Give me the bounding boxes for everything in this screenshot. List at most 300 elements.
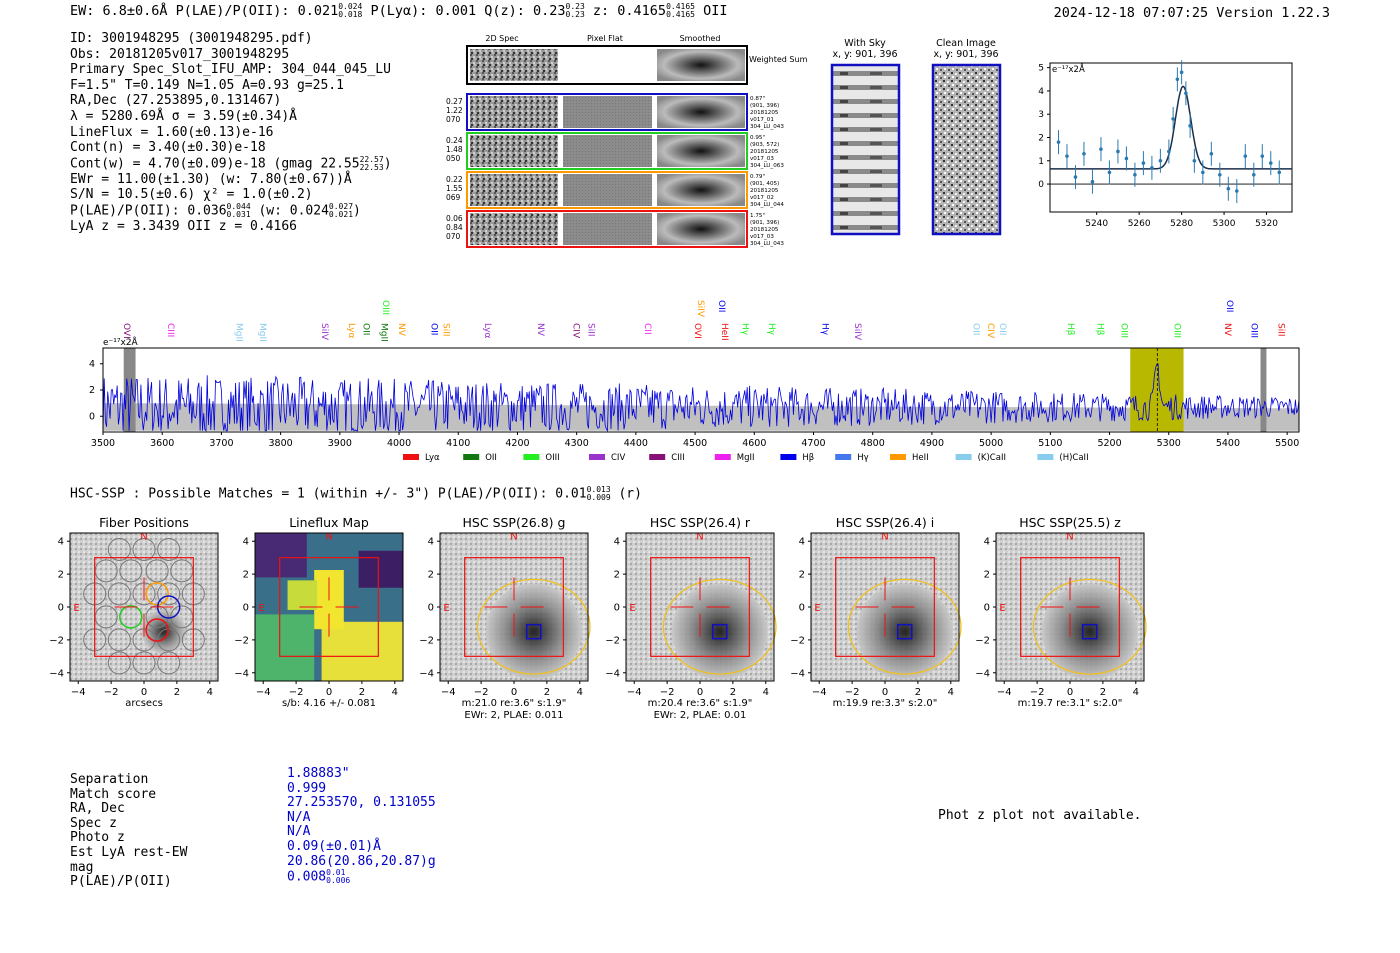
header-summary: EW: 6.8±0.6Å P(LAE)/P(OII): 0.021 0.024 0.018 P(Lyα): 0.001 Q(z): 0.23 0.23 0.23 z: 0.4165 0.4165 0.4165 OII [70, 2, 728, 19]
panel-xtick-label: 2 [358, 687, 366, 698]
zoom-data-point [1277, 171, 1281, 175]
legend-label: Hγ [857, 453, 869, 463]
east-label: E [73, 603, 80, 614]
image-background [70, 533, 218, 681]
cutout-left-label: 0.06 [446, 214, 463, 223]
panel-xtick-label: −2 [103, 687, 119, 698]
spectrum-line-label: CIII [165, 323, 176, 338]
col-label-pixelflat: Pixel Flat [587, 34, 623, 43]
clean-image-title: Clean Image x, y: 901, 396 [933, 38, 999, 60]
panel-xtick-label: −4 [70, 687, 86, 698]
spectrum-line-label: SiIV [695, 300, 706, 318]
north-label: N [696, 531, 704, 543]
panel-xtick-label: 0 [510, 687, 518, 698]
cutout-left-label: 0.22 [446, 175, 463, 184]
east-label: E [999, 603, 1006, 614]
panel-ytick-label: −2 [234, 635, 249, 647]
legend-label: MgII [736, 453, 755, 463]
cutout-left-label: 070 [446, 115, 461, 124]
summary-keys: Separation Match score RA, Dec Spec z Photo z Est LyA rest-EW mag P(LAE)/P(OII) [70, 772, 188, 890]
zoom-data-point [1091, 180, 1095, 184]
spectrum-xtick-label: 4400 [623, 438, 648, 449]
cutout-2dspec [470, 213, 558, 245]
spectrum-line-label: CIV [570, 323, 581, 339]
spectrum-ytick-label: 4 [88, 358, 95, 370]
image-panel [419, 515, 590, 721]
info-id: ID: 3001948295 (3001948295.pdf) [70, 31, 313, 46]
lineflux-patch [322, 622, 403, 681]
spectrum-xtick-label: 5100 [1038, 438, 1063, 449]
cutout-right-label: 1.75" [750, 213, 766, 219]
info-radec: RA,Dec (27.253895,0.131467) [70, 93, 282, 109]
legend-label: HeII [912, 453, 929, 463]
panel-xtick-label: 4 [762, 687, 769, 698]
detection-info [70, 31, 392, 235]
panel-xtick-label: −4 [440, 687, 456, 698]
panel-ytick-label: 0 [57, 602, 64, 614]
panel-title: Lineflux Map [289, 515, 369, 530]
cutout-right-label: 20181205 [750, 149, 779, 155]
spectrum-line-label: OII [715, 300, 726, 313]
zoom-ytick-label: 3 [1038, 110, 1044, 121]
panel-ytick-label: 2 [427, 569, 434, 581]
lineflux-patch [288, 580, 318, 610]
spectrum-xtick-label: 4900 [919, 438, 945, 449]
cutout-2dspec [470, 174, 558, 206]
panel-title: HSC SSP(26.4) r [649, 515, 751, 530]
spectrum-line-label: NV [535, 323, 546, 336]
with-sky-image [832, 65, 899, 234]
cutout-right-label: (901, 396) [750, 220, 780, 226]
panel-xtick-label: 0 [140, 687, 148, 698]
panel-xlabel: m:20.4 re:3.6" s:1.9" [647, 698, 753, 709]
spectrum-xtick-label: 4000 [386, 438, 412, 449]
panel-xtick-label: 2 [543, 687, 551, 698]
zoom-data-point [1235, 189, 1239, 193]
panel-xlabel: m:19.7 re:3.1" s:2.0" [1017, 698, 1123, 709]
panel-ytick-label: −2 [419, 635, 434, 647]
spectrum-line-label: Hγ [739, 323, 750, 336]
panel-ytick-label: 2 [613, 569, 620, 581]
panel-ytick-label: 0 [613, 602, 620, 614]
spectrum-line-label: CIV [985, 323, 996, 339]
cutout-left-label: 0.84 [446, 223, 463, 232]
spectrum-xtick-label: 3700 [209, 438, 234, 449]
zoom-data-point [1116, 150, 1120, 154]
cutout-smoothed [657, 96, 745, 128]
spectrum-line-label: Lyα [481, 323, 492, 339]
spectrum-line-label: OVI [120, 323, 131, 339]
panel-ytick-label: −4 [234, 668, 249, 680]
zoom-data-point [1269, 161, 1273, 165]
cutout-2dspec [470, 135, 558, 167]
cutout-pixelflat [563, 135, 652, 167]
legend-swatch [780, 454, 796, 460]
cutout-right-label: (901, 405) [750, 181, 780, 187]
legend-swatch [403, 454, 419, 460]
spectrum-line-label: CII [641, 323, 652, 335]
summary-values: 1.88883" 0.999 27.253570, 0.131055 N/A N/A 0.09(±0.01)Å 20.86(20.86,20.87)g 0.008 0.01 0.006 [287, 766, 436, 886]
cutout-right-label: 304_LU_044 [750, 202, 784, 208]
legend-swatch [715, 454, 731, 460]
zoom-data-point [1193, 159, 1197, 163]
zoom-data-point [1074, 175, 1078, 179]
info-fparams: F=1.5" T=0.149 N=1.05 A=0.93 g=25.1 [70, 77, 344, 93]
image-panel [234, 515, 403, 709]
panel-sublabel: EWr: 2, PLAE: 0.01 [653, 710, 747, 721]
spectrum-xtick-label: 4600 [742, 438, 767, 449]
spectrum-xtick-label: 4500 [682, 438, 708, 449]
info-lambda: λ = 5280.69Å σ = 3.59(±0.34)Å [70, 108, 297, 124]
panel-ytick-label: −4 [790, 668, 805, 680]
zoom-data-point [1099, 147, 1103, 151]
info-lineflux: LineFlux = 1.60(±0.13)e-16 [70, 124, 274, 140]
spectrum-xtick-label: 3600 [150, 438, 175, 449]
spectrum-line-label: OVI [692, 323, 703, 339]
zoom-data-point [1188, 124, 1192, 128]
spectrum-cutouts [440, 30, 808, 260]
spectrum-line-label: SiIV [852, 323, 862, 341]
zoom-data-point [1171, 117, 1175, 121]
legend-swatch [463, 454, 479, 460]
zoom-data-point [1243, 154, 1247, 158]
spectrum-line-label: OII [1223, 300, 1234, 313]
spectrum-xtick-label: 4100 [446, 438, 471, 449]
panel-xtick-label: −4 [255, 687, 271, 698]
legend-label: Lyα [425, 453, 440, 463]
spectrum-line-label: MgII [233, 323, 244, 342]
east-label: E [814, 603, 821, 614]
panel-ytick-label: 4 [57, 536, 64, 548]
east-label: E [258, 603, 265, 614]
panel-xtick-label: −2 [659, 687, 675, 698]
cutout-smoothed [657, 174, 745, 206]
cutout-right-label: (903, 572) [750, 142, 780, 148]
panel-xtick-label: −2 [1029, 687, 1045, 698]
spectrum-xtick-label: 3900 [327, 438, 352, 449]
spectrum-line-label: Hγ [819, 323, 830, 336]
cutout-right-label: 20181205 [750, 227, 779, 233]
zoom-data-point [1057, 140, 1061, 144]
zoom-data-point [1176, 77, 1180, 81]
legend-swatch [956, 454, 972, 460]
hsc-match-summary: HSC-SSP : Possible Matches = 1 (within +/- 3") P(LAE)/P(OII): 0.01 0.013 0.009 (r) [70, 485, 642, 502]
lineflux-patch [255, 614, 314, 681]
zoom-data-point [1159, 159, 1163, 163]
sky-images [830, 63, 1005, 238]
panel-ytick-label: −4 [605, 668, 620, 680]
cutout-right-label: 20181205 [750, 110, 779, 116]
info-contn: Cont(n) = 3.40(±0.30)e-18 [70, 140, 266, 156]
zoom-ytick-label: 1 [1038, 156, 1044, 167]
cutout-right-label: v017_02 [750, 195, 774, 201]
cutout-2dspec [470, 96, 558, 128]
zoom-axes-frame [1050, 63, 1292, 212]
cutout-right-label: v017_03 [750, 156, 774, 162]
panel-title: Fiber Positions [99, 515, 189, 530]
zoom-xtick-label: 5300 [1212, 219, 1236, 229]
zoom-data-point [1133, 173, 1137, 177]
panel-xtick-label: −2 [473, 687, 489, 698]
panel-xtick-label: −2 [844, 687, 860, 698]
spectrum-ylabel: e⁻¹⁷x2Å [103, 338, 138, 348]
east-label: E [629, 603, 636, 614]
spectrum-xtick-label: 4200 [505, 438, 530, 449]
legend-swatch [890, 454, 906, 460]
cutout-smoothed [657, 135, 745, 167]
legend-label: CIII [671, 453, 685, 463]
panel-ytick-label: −2 [605, 635, 620, 647]
info-sn: S/N = 10.5(±0.6) χ² = 1.0(±0.2) [70, 187, 313, 203]
north-label: N [881, 531, 889, 543]
panel-ytick-label: 0 [798, 602, 805, 614]
east-label: E [443, 603, 450, 614]
spectrum-line-label: OII [360, 323, 371, 336]
spectrum-line-label: Hβ [1094, 323, 1105, 336]
panel-ytick-label: 4 [613, 536, 620, 548]
spectrum-line-label: OII [997, 323, 1007, 336]
panel-xtick-label: 4 [1132, 687, 1139, 698]
spectrum-line-label: OIII [1118, 323, 1129, 339]
panel-title: HSC SSP(26.4) i [835, 515, 935, 530]
weighted-smoothed [657, 49, 745, 81]
panel-xlabel: m:19.9 re:3.3" s:2.0" [832, 698, 938, 709]
spectrum-line-label: NV [396, 323, 407, 336]
info-lya: LyA z = 3.3439 OII z = 0.4166 [70, 219, 297, 235]
spectrum-line-label: SiII [585, 323, 596, 337]
panel-ytick-label: −2 [49, 635, 64, 647]
panel-xtick-label: 2 [914, 687, 922, 698]
panel-xtick-label: 0 [696, 687, 704, 698]
cutout-right-label: 304_LU_043 [750, 241, 784, 247]
panel-ytick-label: 2 [983, 569, 990, 581]
cutout-right-label: 0.79" [750, 174, 766, 180]
image-panel [975, 515, 1146, 709]
zoom-ytick-label: 2 [1038, 133, 1044, 144]
zoom-ytick-label: 5 [1038, 63, 1044, 74]
spectrum-line-label: Hβ [1065, 323, 1076, 336]
spectrum-line-label: HeII [718, 323, 729, 341]
spectrum-line-label: OII [970, 323, 981, 336]
info-ewr: EWr = 11.00(±1.30) (w: 7.80(±0.67))Å [70, 171, 352, 187]
zoom-data-point [1260, 154, 1264, 158]
cutout-right-label: (901, 396) [750, 103, 780, 109]
panel-ytick-label: −2 [790, 635, 805, 647]
panel-xlabel: s/b: 4.16 +/- 0.081 [281, 698, 377, 709]
panel-sublabel: EWr: 2, PLAE: 0.011 [464, 710, 564, 721]
zoom-line-chart [1020, 55, 1310, 235]
cutout-left-label: 0.24 [446, 136, 463, 145]
spectrum-line-label: SiII [1275, 323, 1286, 337]
spectrum-xtick-label: 5200 [1097, 438, 1122, 449]
spectrum-line-label: OIII [1171, 323, 1182, 339]
zoom-xtick-label: 5240 [1085, 219, 1109, 229]
photz-note: Phot z plot not available. [938, 808, 1142, 823]
spectrum-line-label: OIII [380, 300, 391, 316]
panel-ytick-label: −2 [975, 635, 990, 647]
spectrum-line-label: SiIV [319, 323, 330, 341]
cutout-pixelflat [563, 213, 652, 245]
image-panel [49, 515, 218, 709]
spectrum-xtick-label: 3500 [90, 438, 116, 449]
info-primary: Primary Spec_Slot_IFU_AMP: 304_044_045_LU [70, 62, 391, 78]
spectrum-line-label: OII [428, 323, 439, 336]
col-label-2dspec: 2D Spec [485, 34, 519, 43]
panel-xtick-label: 4 [947, 687, 954, 698]
panel-ytick-label: 4 [242, 536, 249, 548]
zoom-xtick-label: 5260 [1127, 219, 1151, 229]
spectrum-xtick-label: 5500 [1275, 438, 1300, 449]
panel-xtick-label: 2 [1099, 687, 1107, 698]
zoom-data-point [1108, 171, 1112, 175]
cutout-right-label: 0.87" [750, 96, 766, 102]
legend-swatch [589, 454, 605, 460]
panel-ytick-label: 4 [983, 536, 990, 548]
legend-label: OII [485, 453, 497, 463]
info-contw: Cont(w) = 4.70(±0.09)e-18 (gmag 22.55 22.57 22.53 ) [70, 154, 392, 172]
weighted-2dspec [470, 49, 558, 81]
spectrum-xtick-label: 5300 [1156, 438, 1181, 449]
zoom-data-point [1082, 152, 1086, 156]
cutout-right-label: v017_03 [750, 234, 774, 240]
legend-swatch [649, 454, 665, 460]
legend-label: Hβ [802, 453, 815, 463]
lineflux-patch [255, 533, 307, 577]
zoom-data-point [1150, 166, 1154, 170]
legend-label: OIII [545, 453, 560, 463]
spectrum-line-label: MgII [256, 323, 267, 342]
image-panel [790, 515, 961, 709]
spectrum-ytick-label: 2 [88, 385, 95, 396]
spectrum-line-label: NV [1222, 323, 1232, 336]
clean-image [933, 65, 1000, 234]
zoom-ytick-label: 0 [1038, 180, 1044, 191]
cutout-pixelflat [563, 96, 652, 128]
legend-swatch [1037, 454, 1053, 460]
zoom-data-point [1180, 71, 1184, 75]
zoom-data-point [1125, 157, 1129, 161]
cutout-left-label: 1.55 [446, 184, 463, 193]
spectrum-xtick-label: 4300 [564, 438, 589, 449]
cutout-right-label: 304_LU_043 [750, 124, 784, 130]
panel-ytick-label: 4 [798, 536, 805, 548]
zoom-fit-curve [1050, 86, 1292, 168]
cutout-left-label: 069 [446, 193, 461, 202]
panel-xtick-label: 2 [173, 687, 181, 698]
panel-xtick-label: 0 [881, 687, 889, 698]
col-label-smoothed: Smoothed [679, 34, 721, 43]
zoom-data-point [1167, 150, 1171, 154]
header-datetime: 2024-12-18 07:07:25 Version 1.22.3 [1053, 5, 1330, 21]
panel-title: HSC SSP(25.5) z [1019, 515, 1121, 530]
zoom-data-point [1218, 173, 1222, 177]
panel-xlabel: arcsecs [125, 698, 163, 709]
zoom-data-point [1227, 187, 1231, 191]
panel-ytick-label: 0 [983, 602, 990, 614]
spectrum-line-label: Lyα [345, 323, 356, 339]
legend-swatch [523, 454, 539, 460]
cutout-left-label: 1.48 [446, 145, 463, 154]
zoom-data-point [1210, 152, 1214, 156]
cutout-right-label: 0.95" [750, 135, 766, 141]
info-obs: Obs: 20181205v017_3001948295 [70, 46, 290, 62]
spectrum-xtick-label: 4800 [860, 438, 885, 449]
legend-swatch [835, 454, 851, 460]
zoom-xtick-label: 5280 [1170, 219, 1194, 229]
panel-ytick-label: −4 [975, 668, 990, 680]
panel-xtick-label: −4 [811, 687, 827, 698]
zoom-data-point [1142, 161, 1146, 165]
spectrum-xtick-label: 5400 [1215, 438, 1241, 449]
north-label: N [1066, 531, 1074, 543]
panel-xtick-label: −2 [288, 687, 304, 698]
image-panel [605, 515, 776, 721]
panel-ytick-label: 2 [798, 569, 805, 581]
cutout-right-label: 304_LU_063 [750, 163, 784, 169]
panel-ytick-label: 0 [427, 602, 434, 614]
panel-xtick-label: 0 [325, 687, 333, 698]
north-label: N [140, 531, 148, 543]
zoom-data-point [1252, 173, 1256, 177]
panel-xlabel: m:21.0 re:3.6" s:1.9" [461, 698, 567, 709]
panel-xtick-label: 4 [206, 687, 213, 698]
zoom-data-point [1201, 171, 1205, 175]
spectrum-xtick-label: 4700 [801, 438, 826, 449]
spectrum-xtick-label: 3800 [268, 438, 293, 449]
info-plae: P(LAE)/P(OII): 0.036 0.044 0.031 (w: 0.024 0.027 0.021 ) [70, 202, 361, 220]
panel-ytick-label: −4 [419, 668, 434, 680]
with-sky-title: With Sky x, y: 901, 396 [832, 38, 898, 60]
cutout-left-label: 070 [446, 232, 461, 241]
spectrum-xtick-label: 5000 [979, 438, 1004, 449]
lineflux-patch [359, 551, 403, 588]
spectrum-line-label: Hγ [766, 323, 777, 336]
cutout-pixelflat [563, 174, 652, 206]
spectrum-line-label: SiII [440, 323, 451, 337]
legend-label: CIV [611, 453, 626, 463]
panel-xtick-label: 2 [729, 687, 737, 698]
cutout-left-label: 050 [446, 154, 461, 163]
panel-title: HSC SSP(26.8) g [462, 515, 566, 530]
panel-ytick-label: 2 [57, 569, 64, 581]
zoom-xtick-label: 5320 [1255, 219, 1278, 229]
zoom-data-point [1065, 154, 1069, 158]
spectrum-line-label: MgII [378, 323, 389, 342]
spectrum-highlight-region [1130, 348, 1183, 432]
cutout-right-label: 20181205 [750, 188, 779, 194]
panel-ytick-label: 0 [242, 602, 249, 614]
cutout-smoothed [657, 213, 745, 245]
spectrum-mask-band [1261, 348, 1267, 432]
panel-ytick-label: −4 [49, 668, 64, 680]
weighted-sum-label: Weighted Sum [749, 55, 808, 64]
panel-ytick-label: 4 [427, 536, 434, 548]
legend-label: (K)CaII [977, 453, 1006, 463]
image-panels [40, 508, 1160, 728]
panel-xtick-label: 4 [576, 687, 583, 698]
panel-xtick-label: 0 [1066, 687, 1074, 698]
cutout-right-label: v017_01 [750, 117, 774, 123]
spectrum-line-label: OIII [1248, 323, 1259, 339]
full-spectrum-chart [60, 275, 1320, 465]
zoom-ytick-label: 4 [1038, 86, 1044, 97]
zoom-ylabel: e⁻¹⁷x2Å [1052, 65, 1085, 75]
spectrum-ytick-label: 0 [88, 411, 95, 423]
zoom-data-point [1184, 91, 1188, 95]
cutout-left-label: 1.22 [446, 106, 463, 115]
panel-ytick-label: 2 [242, 569, 249, 581]
panel-xtick-label: 4 [391, 687, 398, 698]
